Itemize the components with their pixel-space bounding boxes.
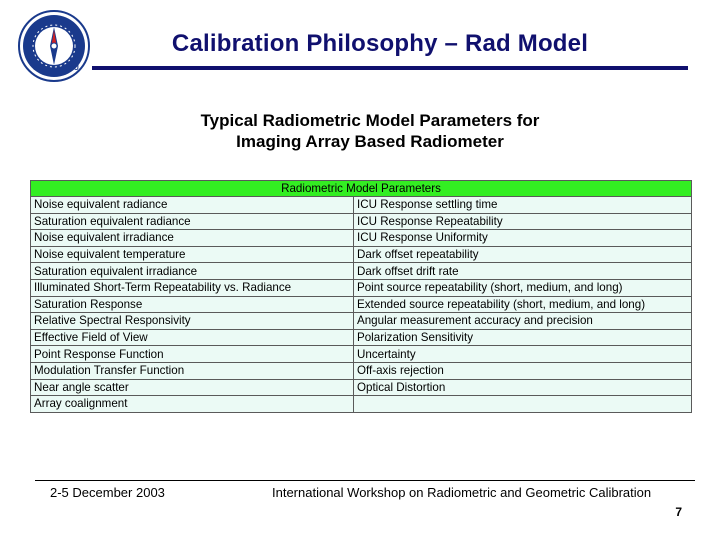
table-cell: Dark offset repeatability xyxy=(354,246,692,263)
subtitle-line-2: Imaging Array Based Radiometer xyxy=(236,132,504,151)
table-cell: Extended source repeatability (short, medium, and long) xyxy=(354,296,692,313)
table-row xyxy=(31,329,692,346)
svg-text:SDL: SDL xyxy=(33,65,47,72)
subtitle xyxy=(100,110,640,152)
page-number: 7 xyxy=(675,505,682,519)
table-row xyxy=(31,313,692,330)
table-row xyxy=(31,279,692,296)
table-cell: Near angle scatter xyxy=(31,379,354,396)
table-row xyxy=(31,213,692,230)
table-cell: ICU Response Repeatability xyxy=(354,213,692,230)
table-header-row xyxy=(31,181,692,197)
sdl-usu-logo xyxy=(18,10,90,82)
table-row xyxy=(31,362,692,379)
table-cell: Modulation Transfer Function xyxy=(31,362,354,379)
table-cell: Optical Distortion xyxy=(354,379,692,396)
table-row xyxy=(31,263,692,280)
table-cell: Off-axis rejection xyxy=(354,362,692,379)
table-row xyxy=(31,296,692,313)
table-cell: Saturation equivalent radiance xyxy=(31,213,354,230)
footer-divider xyxy=(35,480,695,481)
table-cell: Relative Spectral Responsivity xyxy=(31,313,354,330)
table-cell: Saturation equivalent irradiance xyxy=(31,263,354,280)
table-cell: Point Response Function xyxy=(31,346,354,363)
subtitle-line-1: Typical Radiometric Model Parameters for xyxy=(200,111,540,130)
footer-date: 2-5 December 2003 xyxy=(50,485,165,500)
table-cell: Effective Field of View xyxy=(31,329,354,346)
table-row xyxy=(31,379,692,396)
table-row xyxy=(31,396,692,413)
table-cell: Angular measurement accuracy and precision xyxy=(354,313,692,330)
table-row xyxy=(31,230,692,247)
table-cell: Polarization Sensitivity xyxy=(354,329,692,346)
footer-conference: International Workshop on Radiometric and Geometric Calibration xyxy=(272,485,652,500)
table-cell: Saturation Response xyxy=(31,296,354,313)
table-cell: Noise equivalent temperature xyxy=(31,246,354,263)
title-underline xyxy=(92,66,688,70)
parameters-table xyxy=(30,180,692,413)
table-row xyxy=(31,197,692,214)
table-header: Radiometric Model Parameters xyxy=(31,181,692,197)
parameters-table-container xyxy=(30,180,691,413)
table-cell: Array coalignment xyxy=(31,396,354,413)
table-cell: Uncertainty xyxy=(354,346,692,363)
table-row xyxy=(31,346,692,363)
table-cell: Noise equivalent radiance xyxy=(31,197,354,214)
table-row xyxy=(31,246,692,263)
table-cell: Point source repeatability (short, medium, and long) xyxy=(354,279,692,296)
table-cell: ICU Response settling time xyxy=(354,197,692,214)
table-cell: Noise equivalent irradiance xyxy=(31,230,354,247)
table-cell: Dark offset drift rate xyxy=(354,263,692,280)
svg-text:USU: USU xyxy=(64,65,79,72)
table-cell: ICU Response Uniformity xyxy=(354,230,692,247)
table-cell xyxy=(354,396,692,413)
page-title: Calibration Philosophy – Rad Model xyxy=(171,30,589,57)
table-cell: Illuminated Short-Term Repeatability vs. Radiance xyxy=(31,279,354,296)
